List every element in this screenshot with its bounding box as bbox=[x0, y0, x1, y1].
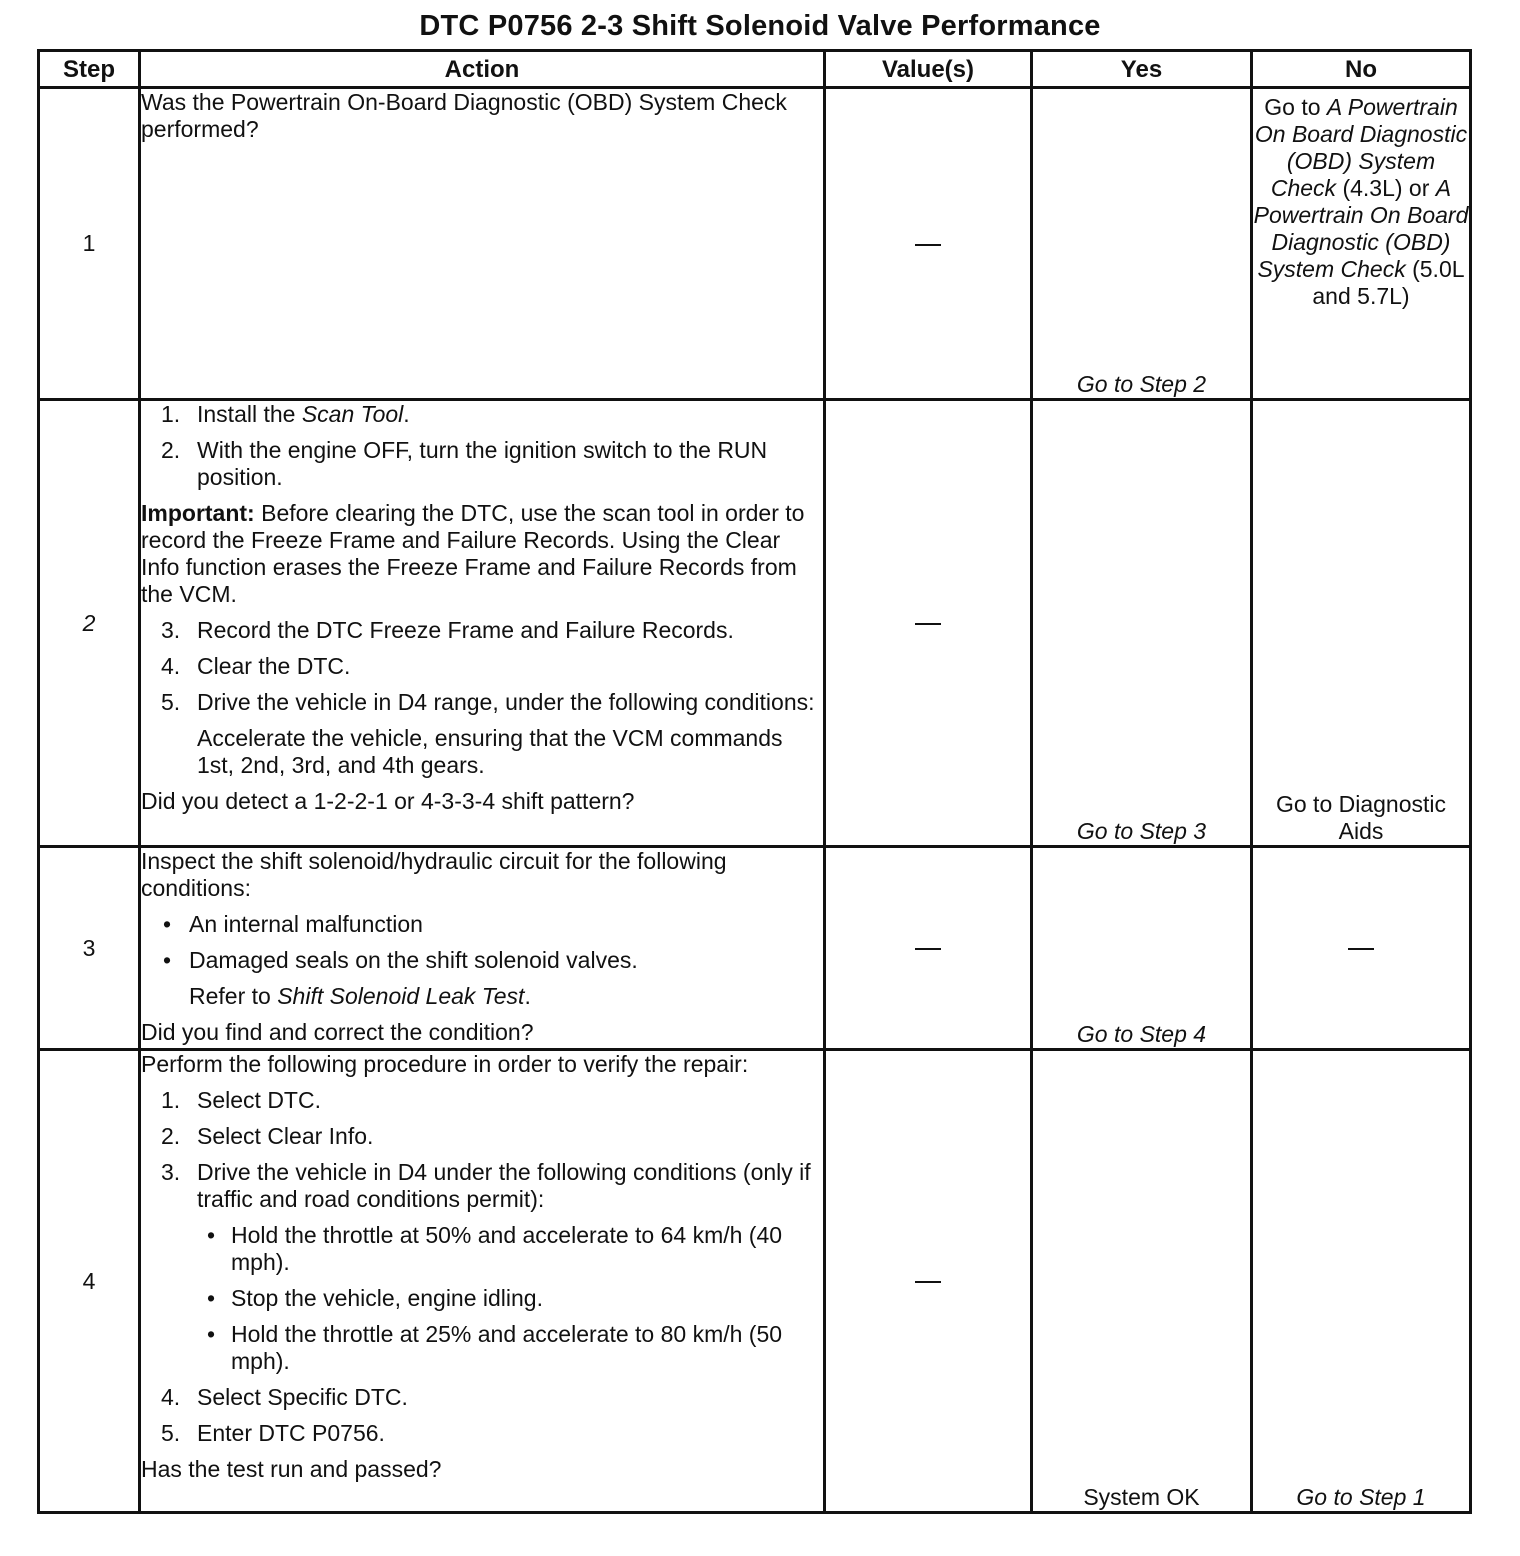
value-cell bbox=[825, 88, 1032, 400]
page-title: DTC P0756 2-3 Shift Solenoid Valve Performance bbox=[419, 10, 1101, 42]
action-cell bbox=[140, 88, 825, 400]
list-item: 2. Select Clear Info. bbox=[161, 1123, 374, 1149]
table-row bbox=[39, 400, 1471, 847]
yes-cell: Go to Step 4 bbox=[1032, 847, 1252, 1050]
value-cell bbox=[825, 1050, 1032, 1513]
scan-tool-link[interactable]: Scan Tool bbox=[301, 401, 404, 427]
action-question: Did you find and correct the condition? bbox=[141, 1019, 534, 1045]
header-step: Step bbox=[39, 51, 140, 88]
no-cell bbox=[1252, 88, 1471, 400]
action-cell bbox=[140, 1050, 825, 1513]
value-cell bbox=[825, 400, 1032, 847]
header-action: Action bbox=[140, 51, 825, 88]
action-cell bbox=[140, 400, 825, 847]
list-item: 1. Select DTC. bbox=[161, 1087, 321, 1113]
header-yes: Yes bbox=[1032, 51, 1252, 88]
leak-test-link[interactable]: Shift Solenoid Leak Test bbox=[277, 983, 525, 1009]
action-question: Was the Powertrain On-Board Diagnostic (OBD) System Check performed? bbox=[141, 89, 787, 142]
step-number: 3 bbox=[39, 847, 140, 1050]
no-text: (5.0L and 5.7L) bbox=[1312, 256, 1465, 309]
no-text: Go to bbox=[1264, 94, 1327, 120]
value-cell bbox=[825, 847, 1032, 1050]
list-item: 5. Drive the vehicle in D4 range, under the following conditions: bbox=[161, 689, 815, 715]
dash-symbol bbox=[915, 948, 941, 950]
list-item: • Hold the throttle at 50% and accelerate to 64 km/h (40 mph). bbox=[207, 1222, 783, 1275]
obd-check-link-50-57[interactable]: A Powertrain On Board Diagnostic (OBD) System Check bbox=[1253, 175, 1469, 282]
yes-cell: Go to Step 2 bbox=[1032, 88, 1252, 400]
list-item: • Stop the vehicle, engine idling. bbox=[207, 1285, 543, 1311]
action-intro: Perform the following procedure in order to verify the repair: bbox=[141, 1051, 749, 1077]
important-note: Important: Before clearing the DTC, use the scan tool in order to record the Freeze Frame and Failure Records. Using the Clear Info function erases the Freeze Frame and Failure Records from the VCM. bbox=[141, 500, 805, 607]
list-item: • Damaged seals on the shift solenoid valves. bbox=[163, 947, 638, 973]
action-cell bbox=[140, 847, 825, 1050]
refer-note: Refer to Shift Solenoid Leak Test. bbox=[189, 983, 531, 1009]
no-text: (4.3L) or bbox=[1336, 175, 1436, 201]
list-item: 4. Select Specific DTC. bbox=[161, 1384, 408, 1410]
action-question: Did you detect a 1-2-2-1 or 4-3-3-4 shift pattern? bbox=[141, 788, 635, 814]
list-item: • An internal malfunction bbox=[163, 911, 423, 937]
obd-check-link-43[interactable]: A Powertrain On Board Diagnostic (OBD) System Check bbox=[1254, 94, 1468, 201]
dash-symbol bbox=[915, 244, 941, 246]
list-item: 2. With the engine OFF, turn the ignition switch to the RUN position. bbox=[161, 437, 768, 490]
action-intro: Inspect the shift solenoid/hydraulic circuit for the following conditions: bbox=[141, 848, 727, 901]
yes-cell: System OK bbox=[1032, 1050, 1252, 1513]
no-cell: Go to Diagnostic Aids bbox=[1252, 400, 1471, 847]
header-values: Value(s) bbox=[825, 51, 1032, 88]
dash-symbol bbox=[1348, 948, 1374, 950]
dash-symbol bbox=[915, 623, 941, 625]
no-cell: Go to Step 1 bbox=[1252, 1050, 1471, 1513]
list-item-detail: Accelerate the vehicle, ensuring that the VCM commands 1st, 2nd, 3rd, and 4th gears. bbox=[197, 725, 783, 778]
step-number: 4 bbox=[39, 1050, 140, 1513]
diagnostic-table bbox=[37, 49, 1472, 1514]
step-number: 1 bbox=[39, 88, 140, 400]
list-item: 3. Drive the vehicle in D4 under the following conditions (only if traffic and road conditions permit): bbox=[161, 1159, 811, 1212]
table-header-row bbox=[39, 51, 1471, 88]
dash-symbol bbox=[915, 1281, 941, 1283]
list-item: • Hold the throttle at 25% and accelerate to 80 km/h (50 mph). bbox=[207, 1321, 783, 1374]
yes-cell: Go to Step 3 bbox=[1032, 400, 1252, 847]
action-question: Has the test run and passed? bbox=[141, 1456, 442, 1482]
list-item: 1. Install the Scan Tool. bbox=[161, 401, 410, 427]
list-item: 4. Clear the DTC. bbox=[161, 653, 351, 679]
step-number: 2 bbox=[39, 400, 140, 847]
table-row bbox=[39, 88, 1471, 400]
list-item: 3. Record the DTC Freeze Frame and Failure Records. bbox=[161, 617, 734, 643]
no-cell bbox=[1252, 847, 1471, 1050]
table-row bbox=[39, 1050, 1471, 1513]
table-row bbox=[39, 847, 1471, 1050]
list-item: 5. Enter DTC P0756. bbox=[161, 1420, 385, 1446]
header-no: No bbox=[1252, 51, 1471, 88]
